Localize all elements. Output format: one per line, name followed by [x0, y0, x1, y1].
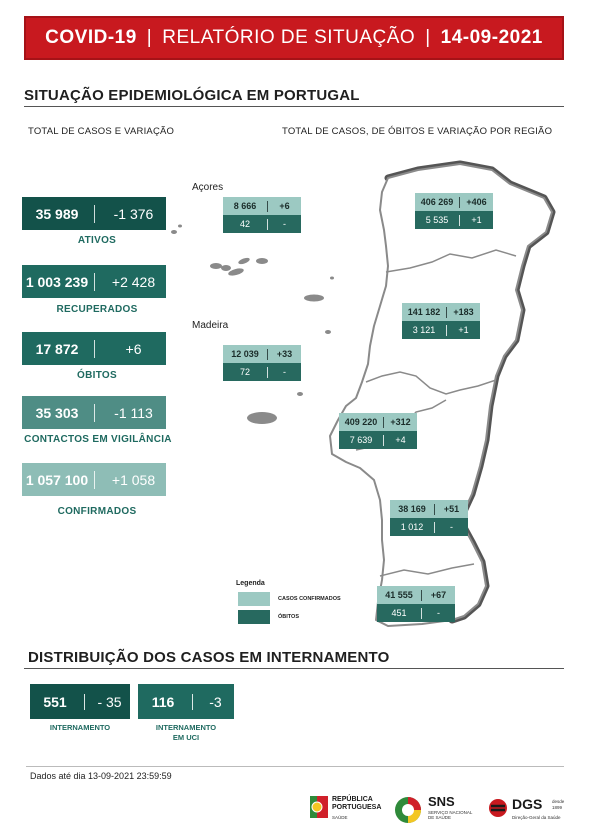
stat-label-confirmados: CONFIRMADOS	[57, 506, 137, 517]
header-report-title: RELATÓRIO DE SITUAÇÃO	[162, 27, 416, 48]
region-alentejo	[390, 500, 468, 536]
stat-value: 35 989	[35, 205, 79, 222]
republica-emblem-icon	[310, 796, 328, 818]
data-footnote: Dados até dia 13-09-2021 23:59:59	[30, 771, 172, 781]
region-deaths-delta: -	[283, 367, 286, 377]
region-deaths-delta: -	[283, 219, 286, 229]
hospital-label-internamento: INTERNAMENTO	[49, 723, 111, 732]
region-acores	[223, 197, 301, 233]
legend-title: Legenda	[236, 580, 265, 587]
region-norte	[415, 193, 493, 229]
stat-delta: -1 376	[113, 205, 154, 222]
legend-label-deaths: ÓBITOS	[278, 614, 299, 620]
region-cases: 409 220	[344, 417, 378, 427]
stat-delta: -1 113	[114, 404, 153, 421]
dgs-text: DGS	[512, 796, 543, 812]
stat-value: 1 003 239	[25, 273, 89, 290]
region-lvt	[339, 413, 417, 449]
sns-logo	[394, 794, 484, 826]
region-cases-delta: +406	[466, 197, 487, 207]
mainland-outline	[330, 164, 552, 626]
region-cases: 38 169	[398, 504, 426, 514]
region-cases-delta: +183	[453, 307, 474, 317]
hospital-delta: -3	[209, 693, 222, 710]
hospital-value: 116	[151, 693, 175, 710]
hospital-value: 551	[43, 693, 67, 710]
hospital-label-uci: INTERNAMENTO EM UCI	[155, 723, 217, 742]
republica-line1: REPÚBLICA	[332, 796, 373, 803]
stat-value: 35 303	[35, 404, 79, 421]
stat-label-ativos: ATIVOS	[77, 235, 117, 246]
region-cases-delta: +312	[390, 417, 411, 427]
report-header-banner	[24, 16, 564, 60]
stat-delta: +1 058	[111, 471, 156, 488]
region-deaths-delta: +4	[395, 435, 406, 445]
region-cases: 12 039	[231, 349, 259, 359]
stat-obitos	[22, 332, 166, 365]
stat-value: 1 057 100	[25, 471, 89, 488]
header-separator: |	[146, 27, 153, 48]
left-subtitle: TOTAL DE CASOS E VARIAÇÃO	[28, 126, 175, 137]
stat-delta: +2 428	[111, 273, 156, 290]
region-deaths: 5 535	[425, 215, 449, 225]
republica-line2: PORTUGUESA	[332, 804, 382, 811]
region-cases-delta: +6	[279, 201, 290, 211]
dgs-sub: Direção-Geral da Saúde	[512, 815, 561, 820]
sns-sub2: DE SAÚDE	[428, 815, 452, 820]
region-deaths-delta: -	[437, 608, 440, 618]
section-title-epidemiological: SITUAÇÃO EPIDEMIOLÓGICA EM PORTUGAL	[24, 87, 360, 104]
region-cases-delta: +51	[443, 504, 460, 514]
stat-contactos	[22, 396, 166, 429]
region-deaths: 7 639	[349, 435, 373, 445]
section-rule-2	[24, 668, 564, 669]
sns-emblem-icon	[394, 796, 422, 824]
region-madeira	[223, 345, 301, 381]
sns-sub1: SERVIÇO NACIONAL	[428, 810, 473, 815]
region-deaths: 3 121	[412, 325, 436, 335]
stat-confirmados	[22, 463, 166, 496]
hospital-delta: - 35	[97, 693, 122, 710]
stat-value: 17 872	[35, 340, 79, 357]
header-separator-2: |	[425, 27, 431, 48]
region-cases-delta: +33	[276, 349, 293, 359]
region-algarve	[377, 586, 455, 622]
stat-delta: +6	[125, 340, 142, 357]
legend-swatch-confirmed	[238, 592, 270, 606]
stat-recuperados	[22, 265, 166, 298]
header-date: 14-09-2021	[440, 27, 543, 48]
legend-label-confirmed: CASOS CONFIRMADOS	[278, 596, 341, 602]
region-cases: 406 269	[420, 197, 454, 207]
region-deaths: 1 012	[400, 522, 424, 532]
stat-ativos	[22, 197, 166, 230]
region-deaths-delta: -	[450, 522, 453, 532]
dgs-emblem-icon	[488, 798, 508, 818]
republica-portuguesa-logo	[310, 794, 390, 824]
region-deaths: 72	[239, 367, 250, 377]
legend-swatch-deaths	[238, 610, 270, 624]
label-madeira: Madeira	[192, 320, 229, 331]
sns-text: SNS	[428, 794, 455, 809]
hospital-internamento	[30, 684, 130, 719]
region-cases: 41 555	[385, 590, 413, 600]
region-cases-delta: +67	[430, 590, 447, 600]
hospital-uci	[138, 684, 234, 719]
azores-islands	[171, 225, 334, 302]
section-title-hospital: DISTRIBUIÇÃO DOS CASOS EM INTERNAMENTO	[28, 649, 390, 666]
stat-label-obitos: ÓBITOS	[77, 370, 117, 381]
dgs-logo	[488, 796, 578, 826]
region-centro	[402, 303, 480, 339]
stat-label-contactos: CONTACTOS EM VIGILÂNCIA	[24, 434, 172, 445]
region-deaths: 42	[239, 219, 250, 229]
region-deaths: 451	[391, 608, 407, 618]
stat-label-recuperados: RECUPERADOS	[56, 304, 138, 315]
region-deaths-delta: +1	[471, 215, 482, 225]
section-rule	[24, 106, 564, 107]
right-subtitle: TOTAL DE CASOS, DE ÓBITOS E VARIAÇÃO POR REGIÃO	[282, 126, 553, 137]
dgs-since2: 1899	[552, 805, 563, 810]
region-cases: 8 666	[233, 201, 257, 211]
header-covid: COVID-19	[45, 27, 137, 48]
region-deaths-delta: +1	[458, 325, 469, 335]
region-cases: 141 182	[407, 307, 441, 317]
republica-sub: SAÚDE	[332, 815, 348, 820]
footer-rule	[26, 766, 564, 767]
dgs-since1: desde	[552, 799, 565, 804]
label-acores: Açores	[192, 182, 224, 193]
